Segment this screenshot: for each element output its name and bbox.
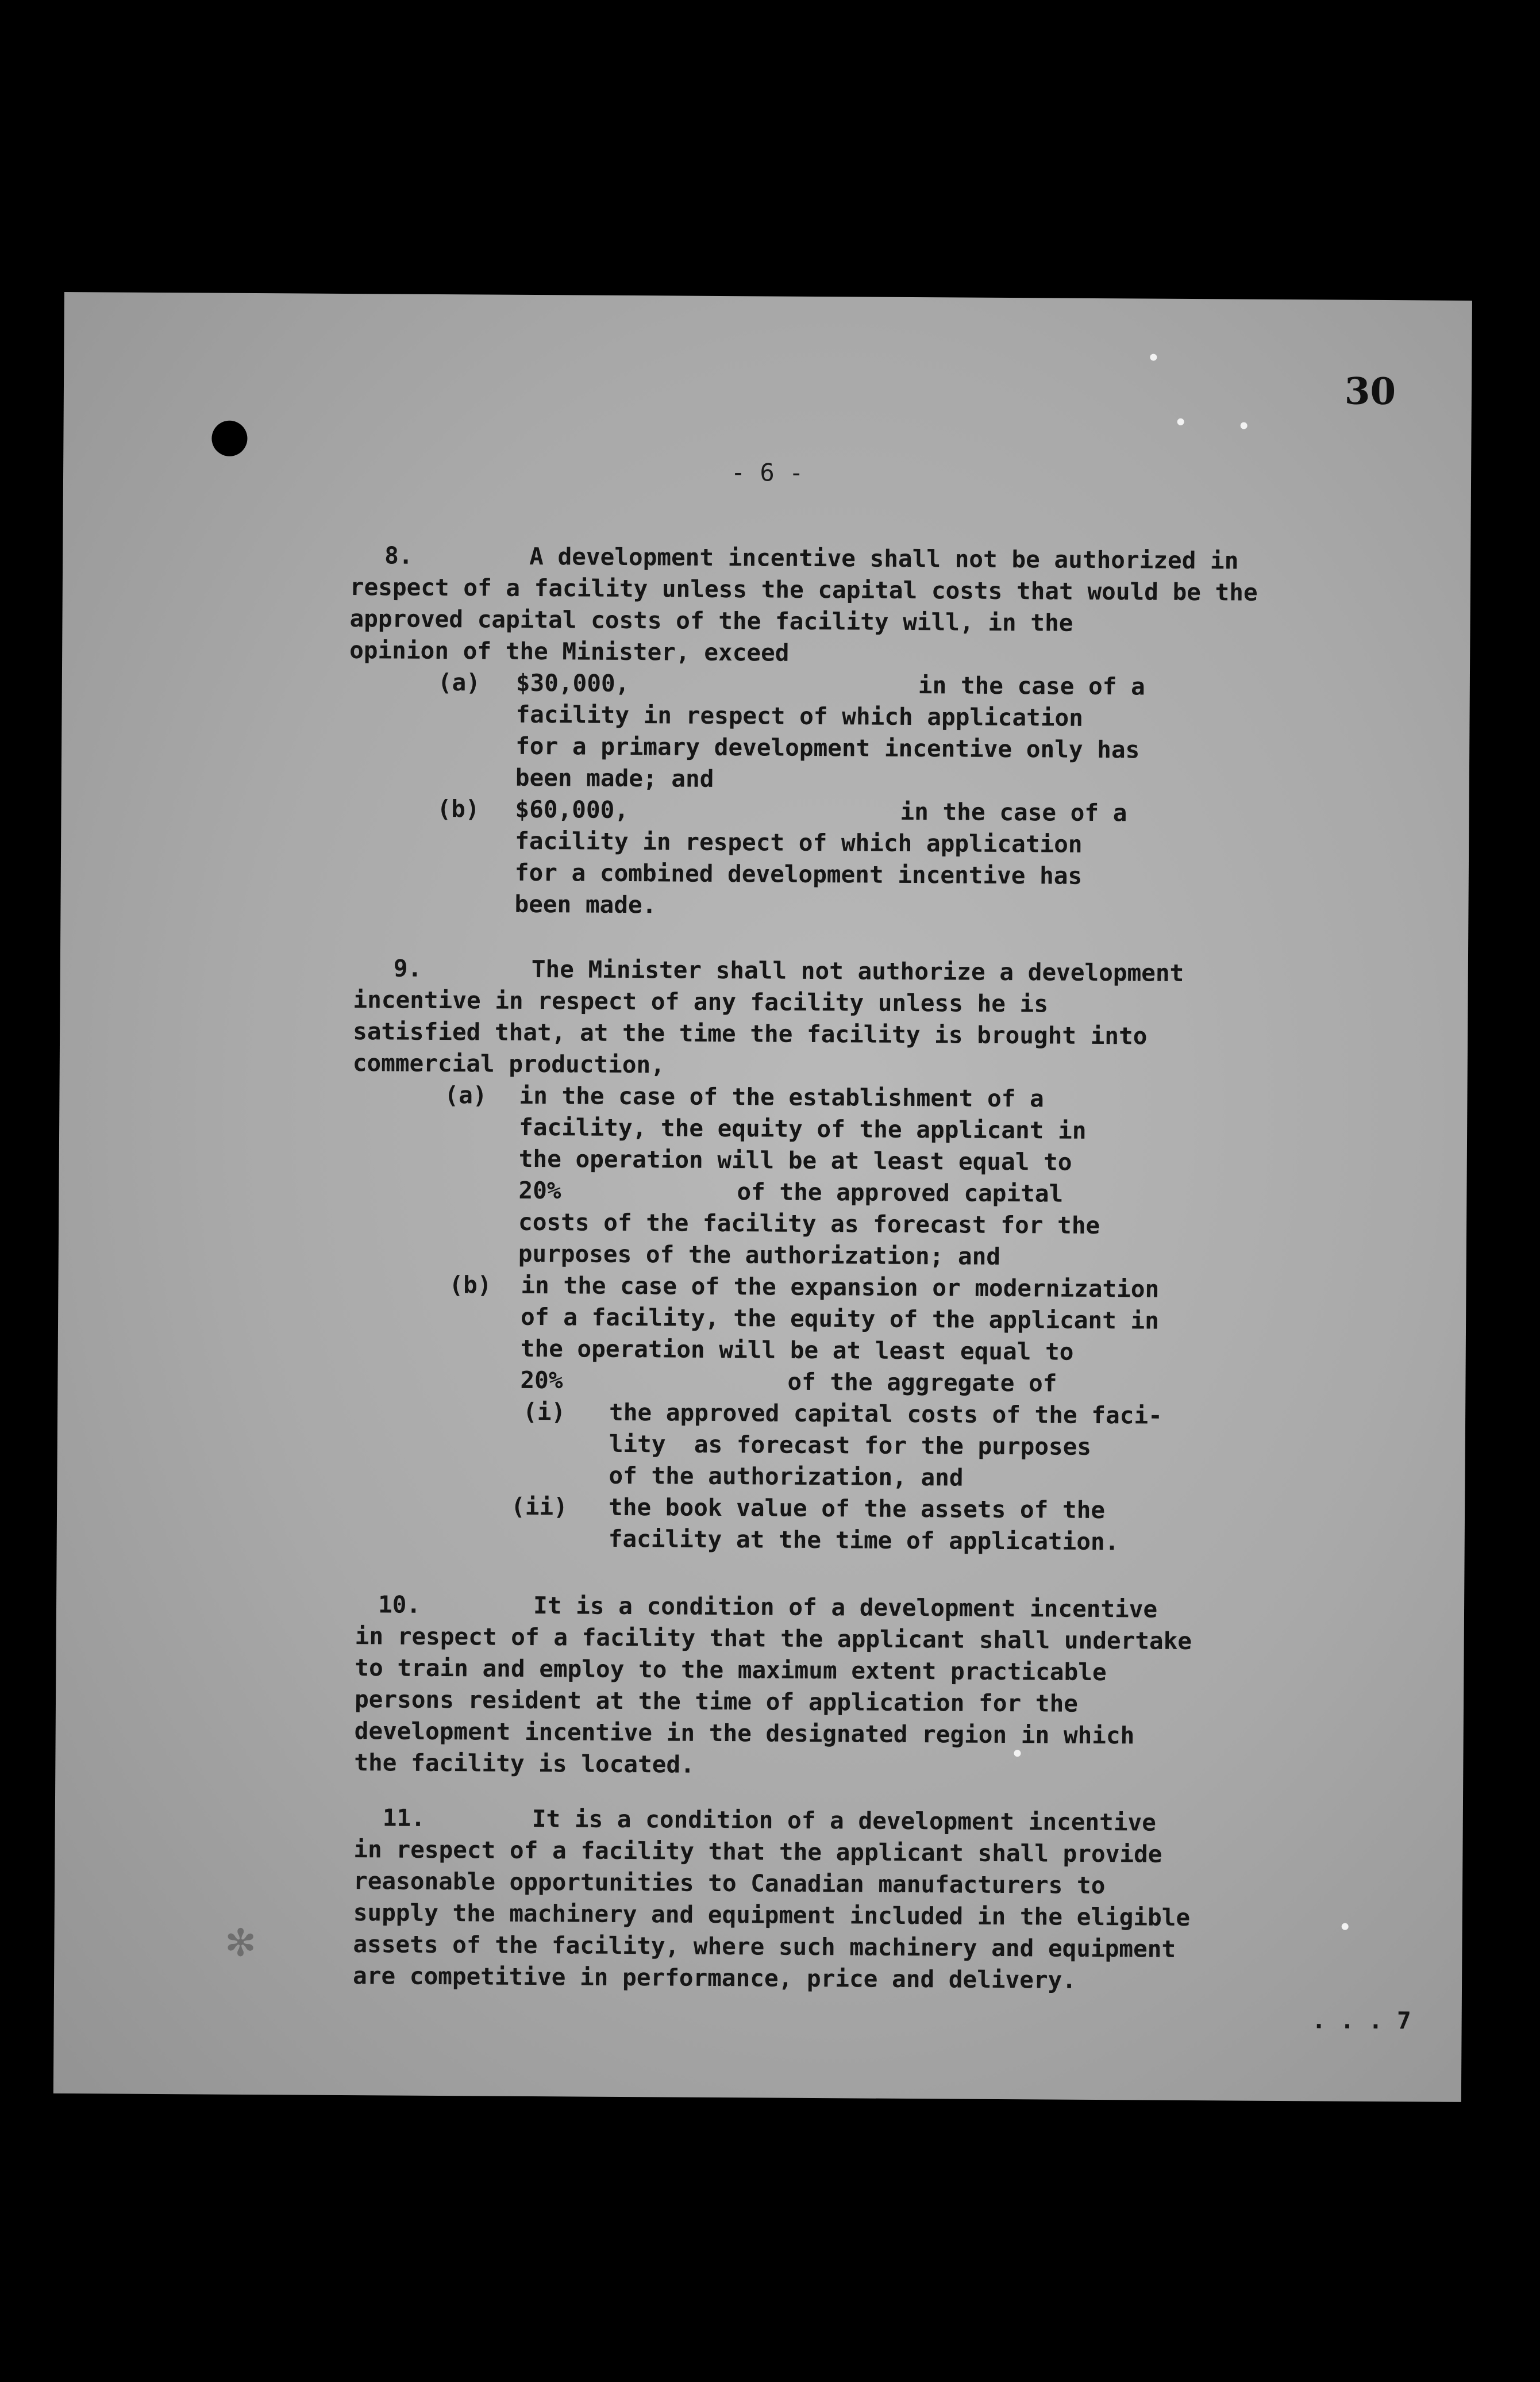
subitem-label: (ii): [510, 1492, 568, 1521]
subitem-line: lity as forecast for the purposes: [609, 1430, 1092, 1461]
item-label: (b): [449, 1271, 492, 1299]
item-line: in the case of a: [918, 671, 1145, 701]
item-line: the operation will be at least equal to: [518, 1144, 1072, 1176]
item-label: (b): [437, 794, 480, 823]
item-line: facility in respect of which application: [515, 700, 1084, 732]
subitem-line: facility at the time of application.: [608, 1524, 1119, 1556]
document-page: [53, 292, 1472, 2102]
item-line: 20%: [518, 1176, 561, 1205]
item-line: in the case of the establishment of a: [519, 1081, 1044, 1113]
section-line: It is a condition of a development incentive: [533, 1592, 1158, 1623]
section-line: are competitive in performance, price and delivery.: [352, 1962, 1077, 1994]
section-line: opinion of the Minister, exceed: [349, 636, 790, 667]
section-line: in respect of a facility that the applicant shall undertake: [355, 1622, 1192, 1655]
item-line: 20%: [520, 1366, 563, 1394]
section-line: The Minister shall not authorize a development: [531, 955, 1184, 987]
section-number: 11.: [382, 1804, 426, 1832]
asterisk-mark-icon: ✻: [226, 1913, 255, 1968]
page-number: - 6 -: [730, 458, 804, 487]
section-line: supply the machinery and equipment included in the eligible: [353, 1899, 1191, 1932]
continuation-marker: . . . 7: [1311, 2006, 1411, 2035]
section-line: persons resident at the time of application for the: [354, 1685, 1079, 1718]
section-line: commercial production,: [352, 1049, 665, 1079]
section-line: the facility is located.: [354, 1749, 695, 1778]
item-label: (a): [437, 668, 481, 697]
section-line: reasonable opportunities to Canadian manufacturers to: [353, 1867, 1106, 1900]
document-body: [53, 292, 1472, 2102]
item-line: of the aggregate of: [787, 1367, 1057, 1397]
item-line: been made.: [514, 890, 657, 919]
section-number: 8.: [384, 541, 413, 570]
item-label: (a): [444, 1081, 487, 1109]
subitem-line: the approved capital costs of the faci-: [609, 1398, 1162, 1430]
item-line: been made; and: [515, 763, 714, 793]
item-line: facility, the equity of the applicant in: [518, 1113, 1087, 1144]
item-amount: $30,000,: [515, 669, 630, 698]
section-line: approved capital costs of the facility will, in the: [349, 605, 1073, 637]
item-line: in the case of a: [900, 797, 1127, 827]
section-line: in respect of a facility that the applicant shall provide: [353, 1835, 1162, 1868]
subitem-line: the book value of the assets of the: [608, 1493, 1106, 1524]
section-line: assets of the facility, where such machinery and equipment: [353, 1930, 1176, 1963]
item-line: of the approved capital: [737, 1178, 1064, 1208]
section-line: satisfied that, at the time the facility is brought into: [353, 1017, 1148, 1050]
section-line: to train and employ to the maximum extent practicable: [355, 1654, 1107, 1686]
section-number: 9.: [393, 954, 422, 982]
item-line: of a facility, the equity of the applicant in: [520, 1303, 1160, 1335]
item-amount: $60,000,: [515, 795, 629, 824]
subitem-line: of the authorization, and: [609, 1461, 964, 1492]
item-line: in the case of the expansion or modernization: [521, 1271, 1160, 1303]
section-line: respect of a facility unless the capital costs that would be the: [349, 573, 1258, 606]
item-line: for a primary development incentive only has: [515, 732, 1140, 764]
item-line: for a combined development incentive has: [514, 858, 1083, 890]
subitem-label: (i): [522, 1397, 566, 1426]
item-line: costs of the facility as forecast for the: [518, 1208, 1100, 1240]
item-line: facility in respect of which application: [515, 827, 1083, 858]
archive-number: 30: [1344, 370, 1396, 414]
section-line: incentive in respect of any facility unless he is: [353, 986, 1049, 1018]
section-number: 10.: [378, 1590, 421, 1619]
item-line: the operation will be at least equal to: [520, 1334, 1074, 1366]
section-line: It is a condition of a development incentive: [532, 1805, 1157, 1837]
item-line: purposes of the authorization; and: [518, 1239, 1001, 1270]
section-line: A development incentive shall not be authorized in: [529, 542, 1239, 575]
section-line: development incentive in the designated region in which: [354, 1717, 1135, 1750]
